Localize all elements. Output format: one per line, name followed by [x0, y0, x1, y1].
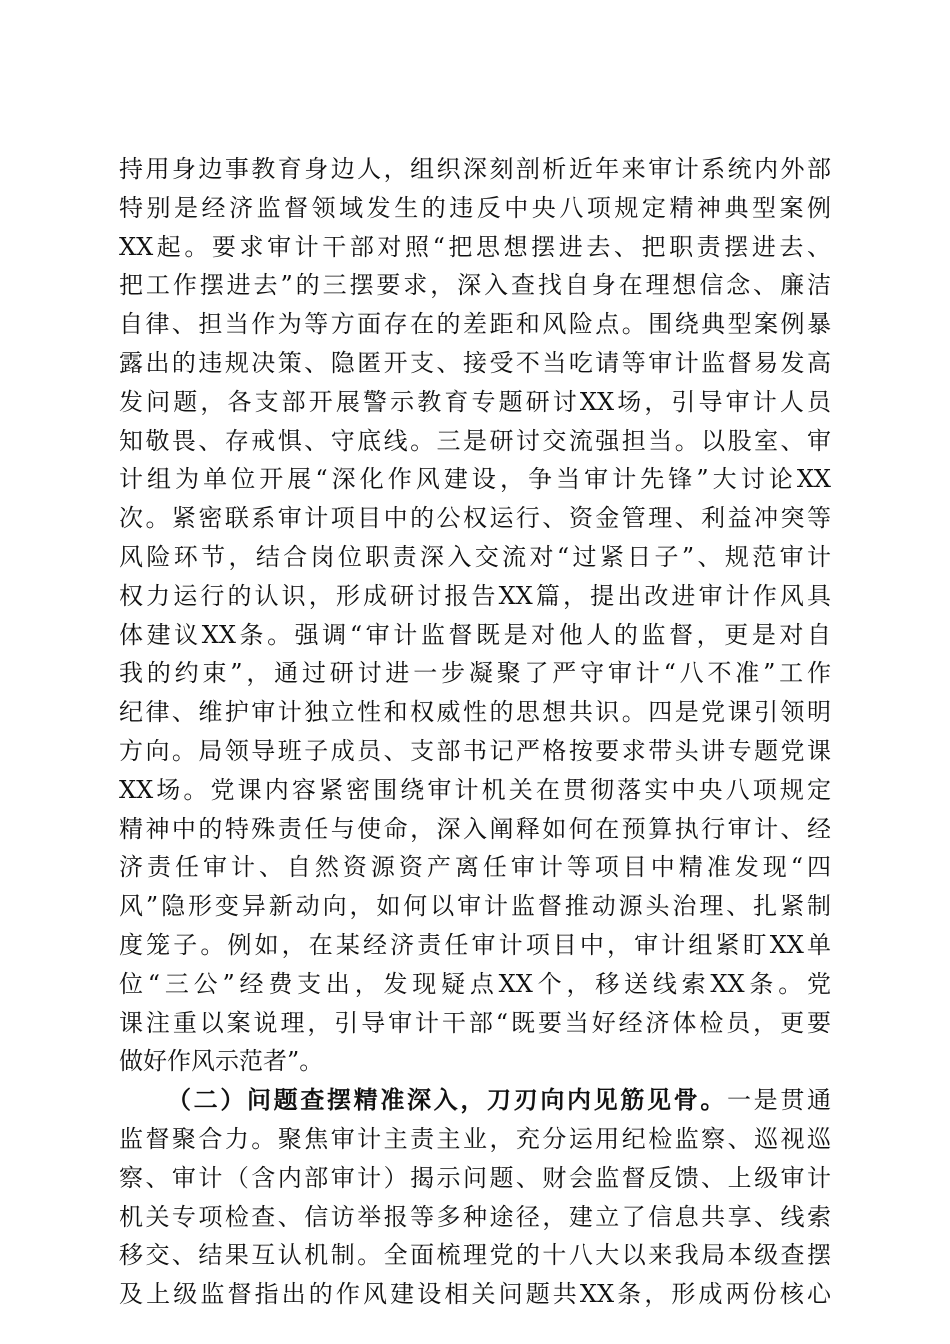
text-line: 位“三公”经费支出，发现疑点XX个，移送线索XX条。党	[119, 969, 831, 998]
text-line: XX场。党课内容紧密围绕审计机关在贯彻落实中央八项规定	[119, 775, 831, 804]
text-line: 移交、结果互认机制。全面梳理党的十八大以来我局本级查摆	[119, 1241, 831, 1270]
text-line: 纪律、维护审计独立性和权威性的思想共识。四是党课引领明	[119, 698, 831, 727]
text-line: XX起。要求审计干部对照“把思想摆进去、把职责摆进去、	[119, 232, 831, 261]
text-line: 机关专项检查、信访举报等多种途径，建立了信息共享、线索	[119, 1202, 831, 1231]
text-line: 计组为单位开展“深化作风建设，争当审计先锋”大讨论XX	[119, 465, 831, 494]
text-line: 精神中的特殊责任与使命，深入阐释如何在预算执行审计、经	[119, 814, 831, 843]
text-line	[119, 1081, 831, 1120]
text-line: 及上级监督指出的作风建设相关问题共XX条，形成两份核心	[119, 1280, 831, 1309]
text-line: 把工作摆进去”的三摆要求，深入查找自身在理想信念、廉洁	[119, 271, 831, 300]
text-line: 监督聚合力。聚焦审计主责主业，充分运用纪检监察、巡视巡	[119, 1124, 831, 1153]
text-line: 度笼子。例如，在某经济责任审计项目中，审计组紧盯XX单	[119, 930, 831, 959]
text-line: 露出的违规决策、隐匿开支、接受不当吃请等审计监督易发高	[119, 348, 831, 377]
text-line: 方向。局领导班子成员、支部书记严格按要求带头讲专题党课	[119, 736, 831, 765]
paragraph-2	[119, 1081, 831, 1314]
paragraph-1	[119, 150, 831, 1081]
text-line: 知敬畏、存戒惧、守底线。三是研讨交流强担当。以股室、审	[119, 426, 831, 455]
text-line: 课注重以案说理，引导审计干部“既要当好经济体检员，更要	[119, 1008, 831, 1037]
text-line: 察、审计（含内部审计）揭示问题、财会监督反馈、上级审计	[119, 1163, 831, 1192]
text-line: 持用身边事教育身边人，组织深刻剖析近年来审计系统内外部	[119, 155, 831, 183]
text-line: 济责任审计、自然资源资产离任审计等项目中精准发现“四	[119, 853, 831, 882]
text-line: 风险环节，结合岗位职责深入交流对“过紧日子”、规范审计	[119, 542, 831, 571]
text-line: 次。紧密联系审计项目中的公权运行、资金管理、利益冲突等	[119, 504, 831, 533]
text-line: 发问题，各支部开展警示教育专题研讨XX场，引导审计人员	[119, 387, 831, 416]
text-segment: 一是贯通	[727, 1086, 831, 1115]
text-line: 体建议XX条。强调“审计监督既是对他人的监督，更是对自	[119, 620, 831, 649]
text-line: 权力运行的认识，形成研讨报告XX篇，提出改进审计作风具	[119, 581, 831, 610]
text-line: 自律、担当作为等方面存在的差距和风险点。围绕典型案例暴	[119, 310, 831, 339]
text-line: 特别是经济监督领域发生的违反中央八项规定精神典型案例	[119, 193, 831, 222]
text-line: 我的约束”，通过研讨进一步凝聚了严守审计“八不准”工作	[119, 659, 831, 688]
section-heading: （二）问题查摆精准深入，刀刃向内见筋见骨。	[167, 1085, 727, 1115]
text-line: 风”隐形变异新动向，如何以审计监督推动源头治理、扎紧制	[119, 892, 831, 921]
body-text	[119, 150, 831, 1314]
text-line: 做好作风示范者”。	[119, 1047, 324, 1076]
